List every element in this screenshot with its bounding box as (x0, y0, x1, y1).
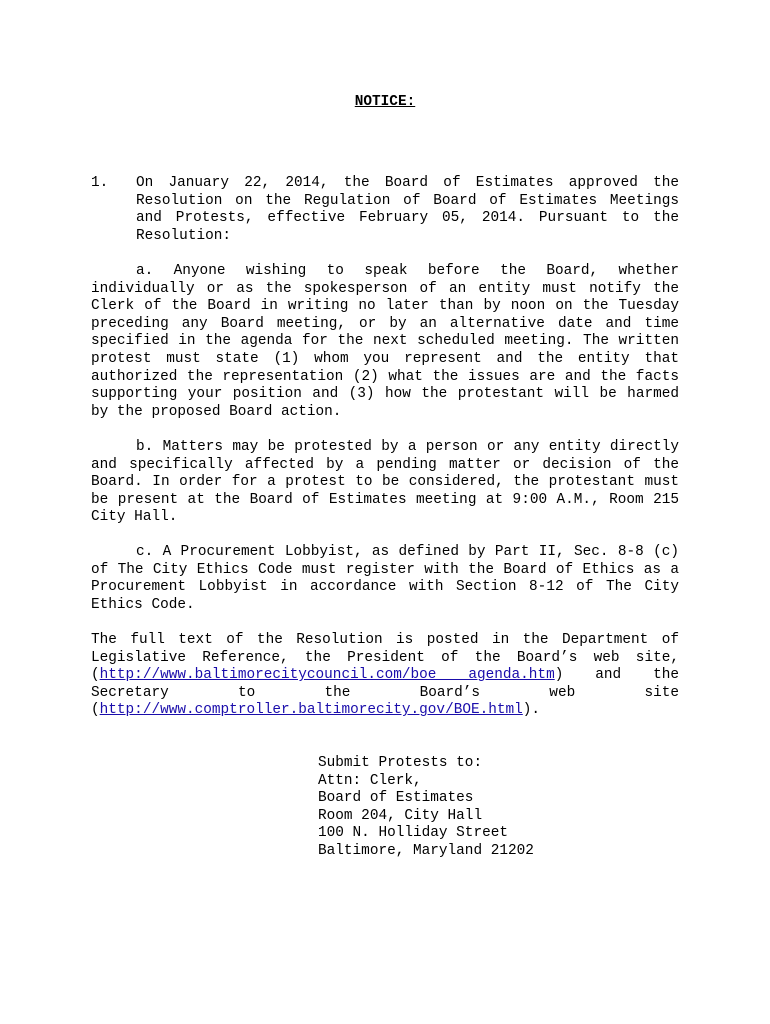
paragraph-c: c. A Procurement Lobbyist, as defined by Part II, Sec. 8-8 (c) of The City Ethics Code must register with the Board of Ethics as a Procurement Lobbyist in accordance with Section 8-12 of The City Ethics Code. (91, 544, 679, 613)
full-text-middle: ) and the Secretary to the Board’s web site ( (91, 667, 679, 719)
full-text-intro: The full text of the Resolution is posted in the Department of Legislative Reference, the President of the Board’s web site, ( (91, 632, 679, 684)
address-line: Baltimore, Maryland 21202 (318, 842, 534, 859)
protest-address-block (318, 755, 534, 861)
numbered-item-1 (91, 175, 679, 245)
paragraph-a: a. Anyone wishing to speak before the Board, whether individually or as the spokesperson of an entity must notify the Clerk of the Board in writing no later than by noon on the Tuesday preceding any Board meeting, or by an alternative date and time specified in the agenda for the next scheduled meeting. The written protest must state (1) whom you represent and the entity that authorized the representation (2) what the issues are and the facts supporting your position and (3) how the protestant will be harmed by the proposed Board action. (91, 263, 679, 420)
notice-title-text: NOTICE: (354, 94, 416, 110)
full-text-end: ). (522, 702, 541, 719)
full-text-paragraph (91, 632, 679, 720)
address-line: Room 204, City Hall (318, 807, 483, 824)
item-number: 1. (91, 175, 109, 191)
notice-title (0, 94, 770, 112)
secretary-website-link[interactable]: http://www.comptroller.baltimorecity.gov/BOE.html (99, 702, 523, 719)
address-line: Attn: Clerk, (318, 772, 422, 789)
address-line: 100 N. Holliday Street (318, 825, 508, 842)
address-line: Board of Estimates (318, 790, 474, 807)
paragraph-b: b. Matters may be protested by a person or any entity directly and specifically affected by a pending matter or decision of the Board. In order for a protest to be considered, the protestant must be present at the Board of Estimates meeting at 9:00 A.M., Room 215 City Hall. (91, 439, 679, 526)
president-website-link[interactable]: http://www.baltimorecitycouncil.com/boe agenda.htm (99, 667, 555, 684)
item-1-text: On January 22, 2014, the Board of Estimates approved the Resolution on the Regulation of Board of Estimates Meetings and Protests, effective February 05, 2014. Pursuant to the Resolution: (136, 175, 679, 244)
address-line: Submit Protests to: (318, 755, 483, 771)
